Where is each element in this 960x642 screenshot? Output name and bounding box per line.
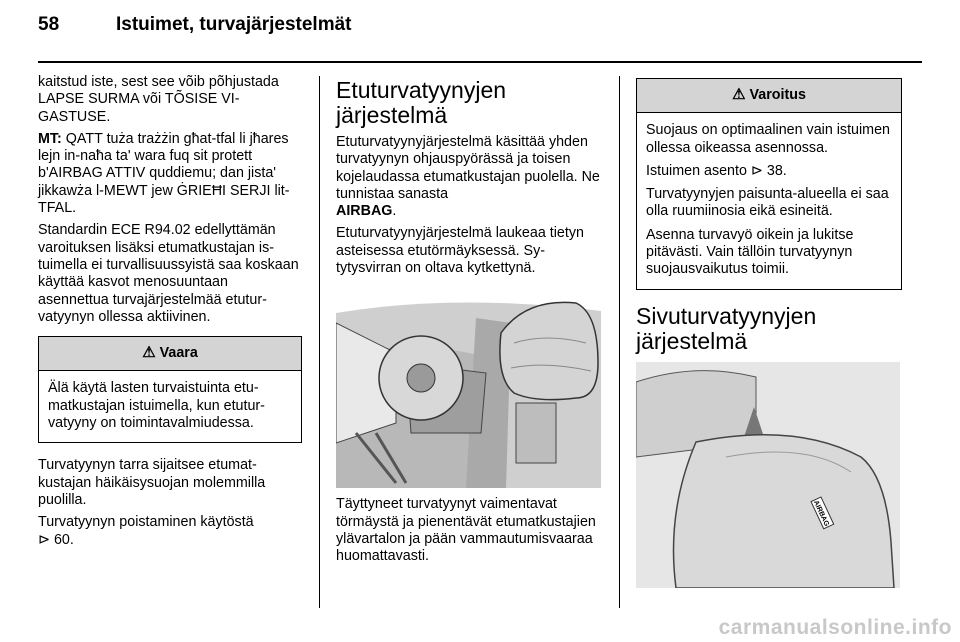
image-caption: Täyttyneet turvatyynyt vaimentavat törmäystä ja pienentävät etumatkustajien ylävartalon ja pään vammautumisvaaraa huomattavasti. xyxy=(336,496,596,565)
paragraph: Etuturvatyynyjärjestelmä laukeaa tietyn asteisessa etutörmäyksessä. Sytytysvirran on oltava kytkettynä. xyxy=(336,225,584,277)
warning-text-part: Istuimen asento xyxy=(646,162,747,179)
page-reference-icon: ⊳ xyxy=(38,531,50,548)
column-3 xyxy=(636,78,902,596)
deployed-airbags-illustration xyxy=(336,283,601,488)
warning-text xyxy=(646,163,892,180)
warning-text: Suojaus on optimaalinen vain istuimen ollessa oikeassa asennossa. xyxy=(646,122,890,156)
section-heading: Etuturvatyynyjen järjestelmä xyxy=(336,77,507,128)
page-reference-link[interactable]: 38. xyxy=(766,162,787,179)
danger-text: Älä käytä lasten turvaistuinta etumatkustajan istuimella, kun etuturvatyyny on toimintavalmiudessa. xyxy=(48,380,265,432)
paragraph-text: Turvatyynyn poistaminen käytöstä xyxy=(38,514,254,531)
section-heading: Sivuturvatyynyjen järjestelmä xyxy=(636,302,817,354)
language-label: MT: xyxy=(38,130,62,147)
column-divider-2 xyxy=(619,76,620,608)
danger-box-header xyxy=(39,337,301,371)
page-header xyxy=(38,14,351,36)
paragraph-maltese xyxy=(38,131,302,217)
paragraph: kaitstud iste, sest see võib põhjustada LAPSE SURMA või TÕSISE VIGASTUSE. xyxy=(38,74,279,125)
paragraph-text: QATT tuża trażżin għat-tfal li jħares lejn in-naħa ta' wara fuq sit protett b'AIRBAG ATTIV quddiemu; dan jista' jikkawża l-MEWT jew ĠRIEĦI SERJI lit-TFAL. xyxy=(38,130,290,217)
paragraph xyxy=(336,134,601,220)
section-title: Istuimet, turvajärjestelmät xyxy=(116,14,352,35)
warning-triangle-icon: ⚠ xyxy=(142,344,156,362)
page-number: 58 xyxy=(38,14,60,35)
airbag-marker: AIRBAG xyxy=(336,203,393,220)
watermark: carmanualsonline.info xyxy=(718,616,952,639)
danger-box xyxy=(38,336,302,443)
page-reference-link[interactable]: 60. xyxy=(53,531,74,548)
column-divider-1 xyxy=(319,76,320,608)
paragraph: Turvatyynyn tarra sijaitsee etumatkustajan häikäisysuojan molemmilla puolilla. xyxy=(38,457,266,508)
paragraph xyxy=(38,514,302,549)
warning-box-header xyxy=(637,79,901,113)
paragraph-text: . xyxy=(392,203,397,220)
airbag-label: AIRBAG xyxy=(811,499,831,528)
warning-text: Asenna turvavyö oikein ja lukitse pitävästi. Vain tällöin turvatyynyn suojausvaikutus toimii. xyxy=(646,226,854,278)
page-reference-icon: ⊳ xyxy=(750,162,763,179)
header-rule xyxy=(38,61,922,63)
side-airbag-seat-illustration xyxy=(636,362,900,588)
column-2 xyxy=(336,78,601,571)
warning-box xyxy=(636,78,902,290)
warning-text: Turvatyynyjen paisunta-alueella ei saa olla ruumiinosia eikä esineitä. xyxy=(646,186,889,220)
warning-title: Varoitus xyxy=(749,87,806,103)
warning-triangle-icon: ⚠ xyxy=(732,86,746,103)
paragraph-text: Etuturvatyynyjärjestelmä käsittää yhden turvatyynyn ohjauspyörässä ja toisen kojelaudassa etumatkustajan puolella. Ne tunnistaa sanasta xyxy=(336,134,600,202)
paragraph: Standardin ECE R94.02 edellyttämän varoituksen lisäksi etumatkustajan istuimella ei turvallisuussyistä saa koskaan käyttää kasvot menosuuntaan asennettua turvajärjestelmää etuturvatyynyn ollessa aktiivinen. xyxy=(38,222,299,325)
column-1 xyxy=(38,74,302,554)
danger-title: Vaara xyxy=(159,345,198,362)
